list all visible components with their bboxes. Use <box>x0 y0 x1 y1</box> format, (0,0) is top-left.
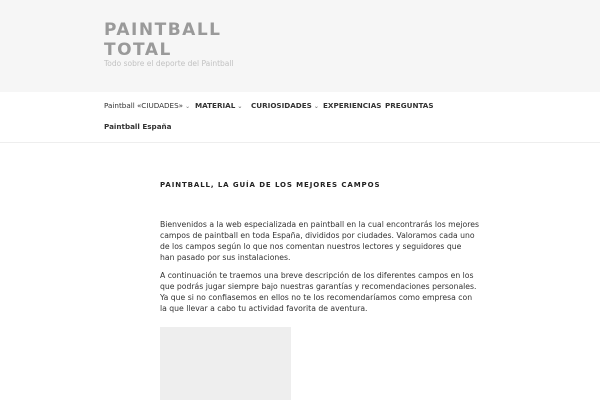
nav-item-curiosidades[interactable] <box>251 99 319 113</box>
nav-item-label: Paintball España <box>104 122 172 131</box>
featured-image-placeholder <box>160 327 291 400</box>
paragraph-line: A continuación te traemos una breve descripción de los diferentes campos en los <box>160 271 474 280</box>
paragraph-line: Ya que si no confiasemos en ellos no te los recomendaríamos como empresa con <box>160 293 473 302</box>
paragraph-line: la que llevar a cabo tu actividad favorita de aventura. <box>160 304 368 313</box>
paragraph-line: Bienvenidos a la web especializada en paintball en la cual encontrarás los mejores <box>160 220 479 229</box>
intro-paragraph <box>160 219 479 263</box>
nav-item-label: EXPERIENCIAS <box>323 101 382 110</box>
site-title[interactable]: PAINTBALL TOTAL <box>104 20 222 60</box>
nav-item-ciudades[interactable] <box>104 99 190 113</box>
nav-item-material[interactable] <box>195 99 242 113</box>
paragraph-line: que podrás jugar siempre bajo nuestras garantías y recomendaciones personales. <box>160 282 477 291</box>
chevron-down-icon: ⌄ <box>313 103 319 110</box>
nav-item-label: Paintball «CIUDADES» <box>104 101 184 110</box>
main-navigation <box>0 92 600 143</box>
site-tagline: Todo sobre el deporte del Paintball <box>104 59 234 68</box>
nav-item-label: PREGUNTAS <box>385 101 434 110</box>
chevron-down-icon: ⌄ <box>237 103 243 110</box>
description-paragraph <box>160 270 477 314</box>
nav-item-experiencias[interactable] <box>323 99 381 113</box>
site-header <box>0 0 600 92</box>
nav-item-label: CURIOSIDADES <box>251 101 312 110</box>
nav-item-label: MATERIAL <box>195 101 236 110</box>
paragraph-line: han pasado por sus instalaciones. <box>160 253 291 262</box>
paragraph-line: campos de paintball en toda España, divididos por ciudades. Valoramos cada uno <box>160 231 475 240</box>
nav-item-preguntas[interactable] <box>385 99 434 113</box>
chevron-down-icon: ⌄ <box>185 103 191 110</box>
paragraph-line: de los campos según lo que nos comentan nuestros lectores y seguidores que <box>160 242 462 251</box>
nav-item-paintball-espana[interactable] <box>104 120 172 134</box>
page-title: PAINTBALL, LA GUÍA DE LOS MEJORES CAMPOS <box>160 181 381 189</box>
